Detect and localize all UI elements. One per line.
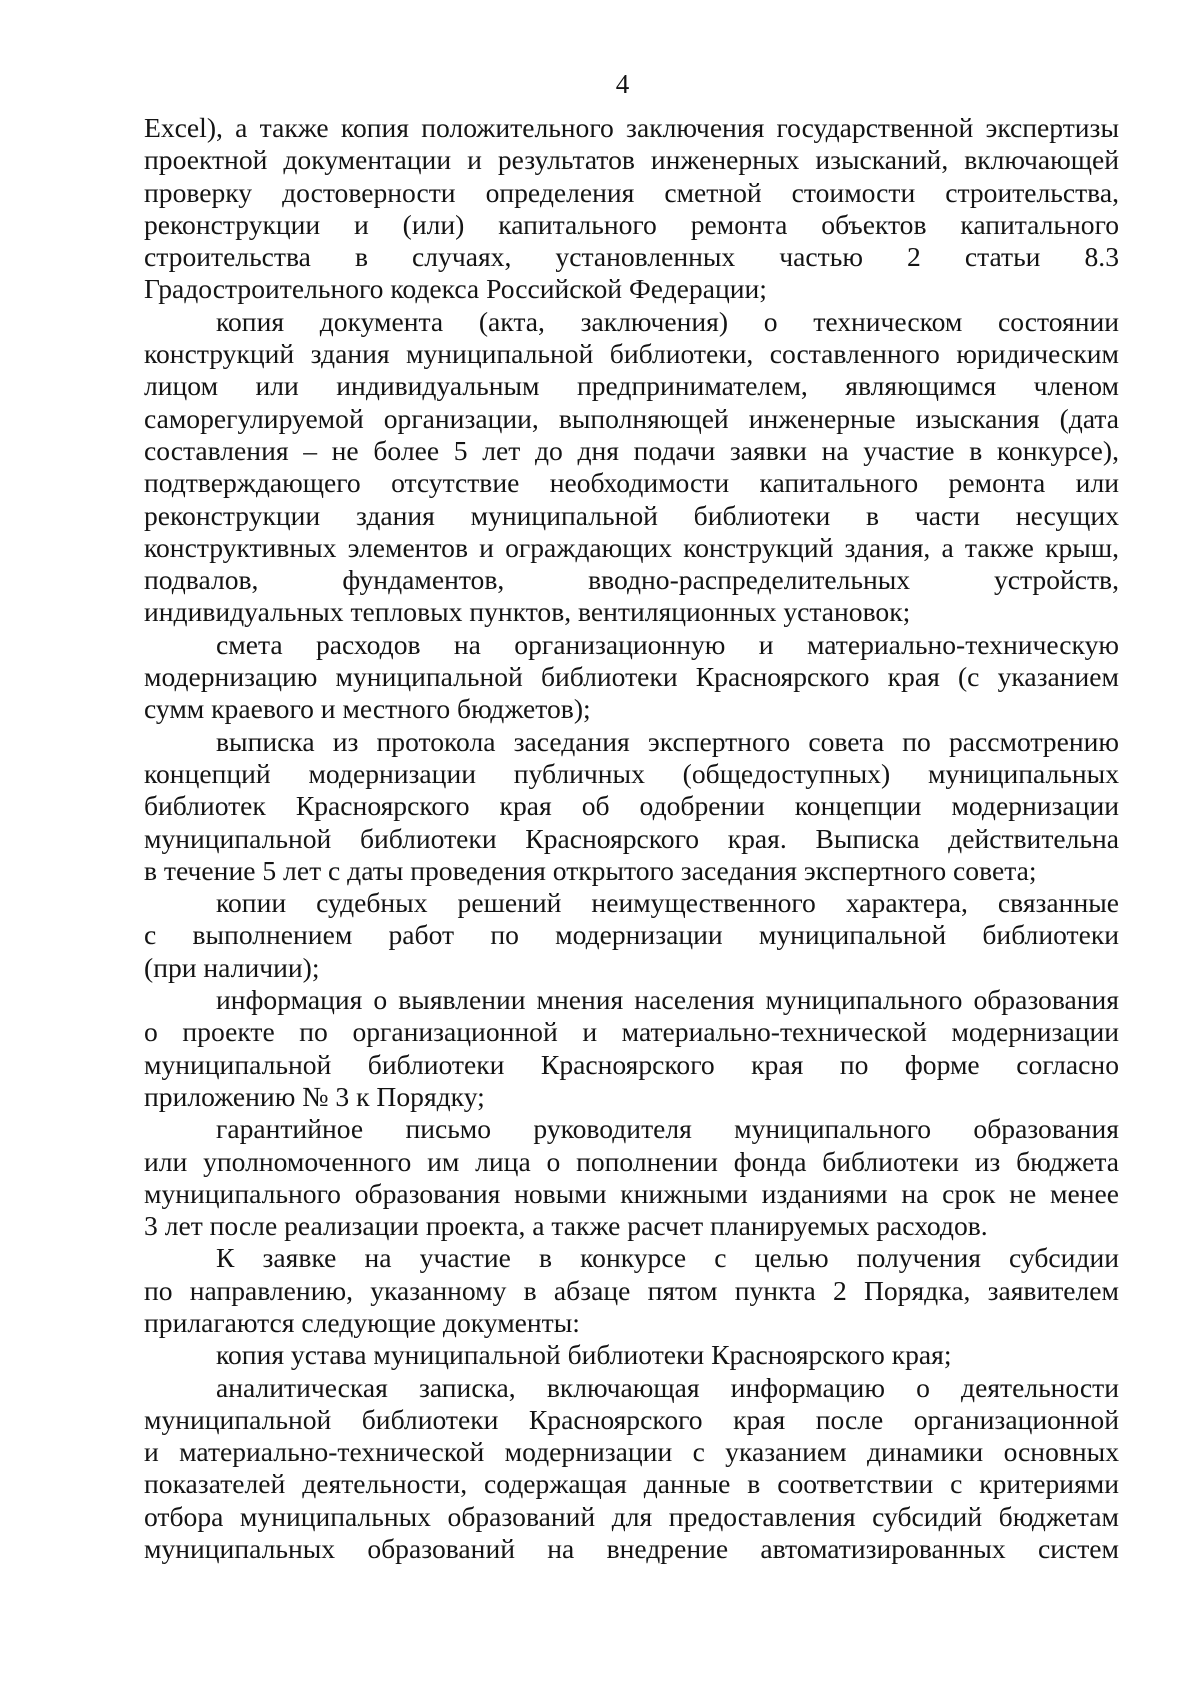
text-line: аналитическая записка, включающая информацию о деятельности bbox=[216, 1371, 1119, 1403]
text-line: Градостроительного кодекса Российской Федерации; bbox=[144, 273, 767, 305]
paragraph bbox=[144, 1339, 1119, 1371]
text-line: подтверждающего отсутствие необходимости капитального ремонта или bbox=[144, 467, 1119, 499]
text-line: по направлению, указанному в абзаце пятом пункта 2 Порядка, заявителем bbox=[144, 1274, 1119, 1306]
text-line: реконструкции и (или) капитального ремонта объектов капитального bbox=[144, 208, 1119, 240]
text-line: копии судебных решений неимущественного характера, связанные bbox=[216, 887, 1119, 919]
text-line: сумм краевого и местного бюджетов); bbox=[144, 693, 591, 725]
paragraph bbox=[144, 112, 1119, 306]
text-line: показателей деятельности, содержащая данные в соответствии с критериями bbox=[144, 1468, 1119, 1500]
text-line: проектной документации и результатов инженерных изысканий, включающей bbox=[144, 144, 1119, 176]
text-line: муниципальных образований на внедрение автоматизированных систем bbox=[144, 1533, 1119, 1565]
text-line: муниципальной библиотеки Красноярского края по форме согласно bbox=[144, 1048, 1119, 1080]
text-line: К заявке на участие в конкурсе с целью получения субсидии bbox=[216, 1242, 1119, 1274]
text-line: лицом или индивидуальным предпринимателем, являющимся членом bbox=[144, 370, 1119, 402]
text-line: муниципальной библиотеки Красноярского края. Выписка действительна bbox=[144, 822, 1119, 854]
text-line: конструкций здания муниципальной библиотеки, составленного юридическим bbox=[144, 338, 1119, 370]
paragraph bbox=[144, 1242, 1119, 1339]
text-line: строительства в случаях, установленных частью 2 статьи 8.3 bbox=[144, 241, 1119, 273]
paragraph bbox=[144, 1113, 1119, 1242]
paragraph bbox=[144, 629, 1119, 726]
text-line: выписка из протокола заседания экспертного совета по рассмотрению bbox=[216, 725, 1119, 757]
paragraph bbox=[144, 984, 1119, 1113]
text-line: смета расходов на организационную и материально-техническую bbox=[216, 628, 1119, 660]
text-line: составления – не более 5 лет до дня подачи заявки на участие в конкурсе), bbox=[144, 434, 1119, 466]
text-line: муниципальной библиотеки Красноярского края после организационной bbox=[144, 1403, 1119, 1435]
text-line: гарантийное письмо руководителя муниципального образования bbox=[216, 1113, 1119, 1145]
text-line: подвалов, фундаментов, вводно-распределительных устройств, bbox=[144, 564, 1119, 596]
paragraph bbox=[144, 1372, 1119, 1566]
text-line: саморегулируемой организации, выполняющей инженерные изыскания (дата bbox=[144, 402, 1119, 434]
text-line: концепций модернизации публичных (общедоступных) муниципальных bbox=[144, 757, 1119, 789]
text-line: с выполнением работ по модернизации муниципальной библиотеки bbox=[144, 919, 1119, 951]
text-line: муниципального образования новыми книжными изданиями на срок не менее bbox=[144, 1177, 1119, 1209]
text-line: проверку достоверности определения сметной стоимости строительства, bbox=[144, 176, 1119, 208]
text-line: конструктивных элементов и ограждающих конструкций здания, а также крыш, bbox=[144, 531, 1119, 563]
paragraph bbox=[144, 887, 1119, 984]
text-line: копия документа (акта, заключения) о техническом состоянии bbox=[216, 305, 1119, 337]
text-line: (при наличии); bbox=[144, 951, 320, 983]
text-line: информация о выявлении мнения населения муниципального образования bbox=[216, 984, 1119, 1016]
text-line: в течение 5 лет с даты проведения открытого заседания экспертного совета; bbox=[144, 854, 1037, 886]
text-line: приложению № 3 к Порядку; bbox=[144, 1080, 485, 1112]
text-line: отбора муниципальных образований для предоставления субсидий бюджетам bbox=[144, 1500, 1119, 1532]
text-line: копия устава муниципальной библиотеки Красноярского края; bbox=[216, 1339, 952, 1371]
text-line: и материально-технической модернизации с указанием динамики основных bbox=[144, 1436, 1119, 1468]
text-line: о проекте по организационной и материально-технической модернизации bbox=[144, 1016, 1119, 1048]
page-number: 4 bbox=[615, 69, 630, 99]
text-line: индивидуальных тепловых пунктов, вентиляционных установок; bbox=[144, 596, 911, 628]
text-line: Excel), а также копия положительного заключения государственной экспертизы bbox=[144, 112, 1119, 143]
text-line: модернизацию муниципальной библиотеки Красноярского края (с указанием bbox=[144, 661, 1119, 693]
text-line: библиотек Красноярского края об одобрении концепции модернизации bbox=[144, 790, 1119, 822]
text-line: или уполномоченного им лица о пополнении фонда библиотеки из бюджета bbox=[144, 1145, 1119, 1177]
text-line: 3 лет после реализации проекта, а также расчет планируемых расходов. bbox=[144, 1210, 988, 1242]
paragraph bbox=[144, 306, 1119, 629]
text-line: прилагаются следующие документы: bbox=[144, 1306, 580, 1338]
paragraph bbox=[144, 726, 1119, 887]
document-body bbox=[144, 112, 1119, 1565]
text-line: реконструкции здания муниципальной библиотеки в части несущих bbox=[144, 499, 1119, 531]
